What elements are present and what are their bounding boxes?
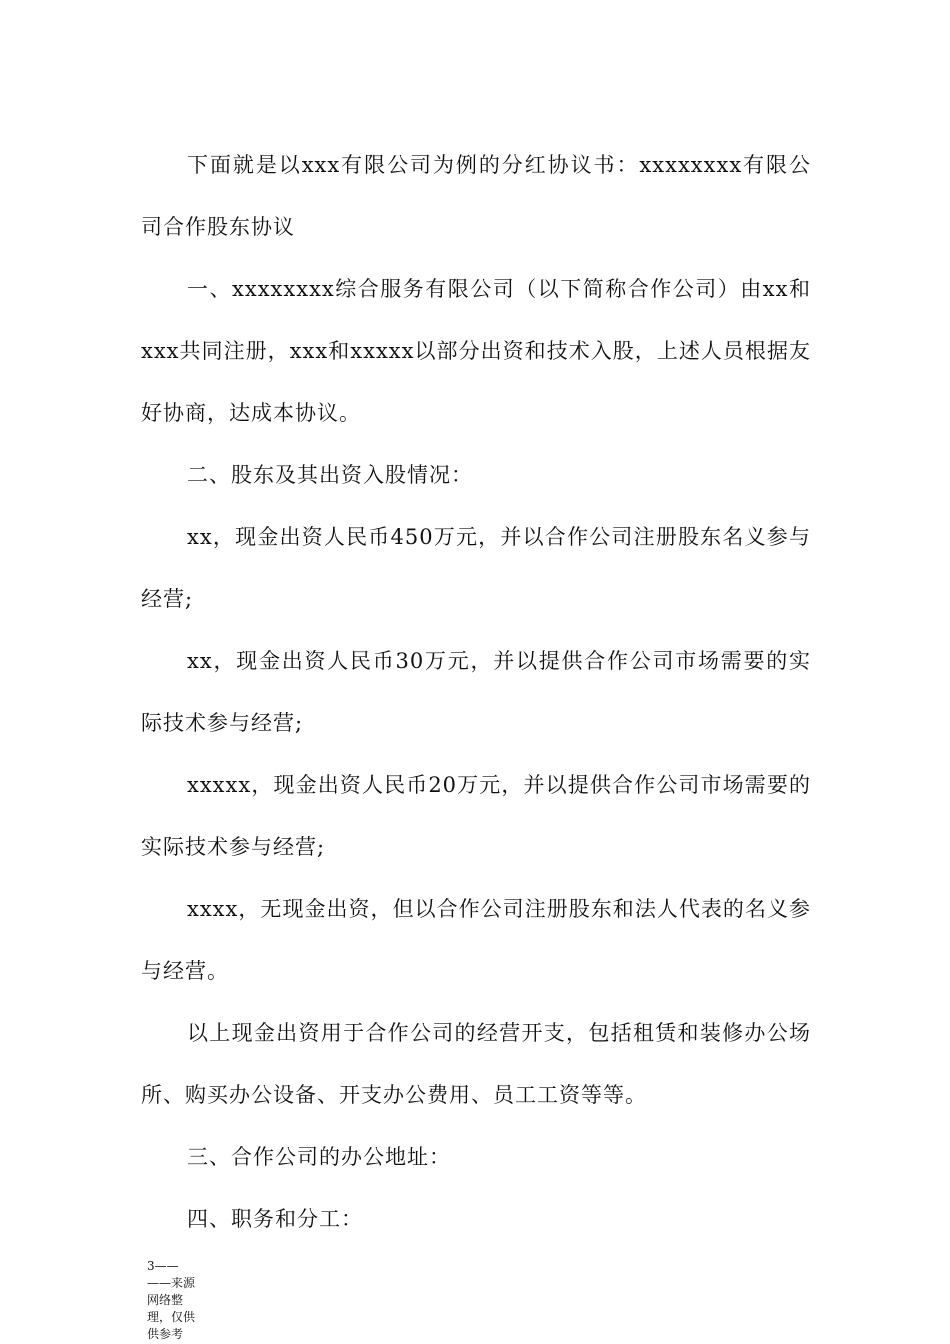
paragraph-shareholder-2: xx，现金出资人民币30万元，并以提供合作公司市场需要的实际技术参与经营; bbox=[141, 649, 811, 735]
paragraph-section-4-heading: 四、职务和分工： bbox=[187, 1207, 363, 1231]
document-body bbox=[141, 134, 811, 1250]
paragraph-section-2-heading: 二、股东及其出资入股情况： bbox=[187, 463, 473, 487]
footer-note: 3—— ——来源网络整理，仅供供参考 bbox=[147, 1259, 196, 1341]
paragraph-shareholder-3: xxxxx，现金出资人民币20万元，并以提供合作公司市场需要的实际技术参与经营; bbox=[141, 773, 811, 859]
paragraph-capital-usage: 以上现金出资用于合作公司的经营开支，包括租赁和装修办公场所、购买办公设备、开支办公费用、员工工资等等。 bbox=[141, 1021, 811, 1107]
paragraph-section-3-heading: 三、合作公司的办公地址： bbox=[187, 1145, 451, 1169]
paragraph-shareholder-4: xxxx，无现金出资，但以合作公司注册股东和法人代表的名义参与经营。 bbox=[141, 897, 811, 983]
paragraph-section-1: 一、xxxxxxxx综合服务有限公司（以下简称合作公司）由xx和xxx共同注册，xxx和xxxxx以部分出资和技术入股，上述人员根据友好协商，达成本协议。 bbox=[141, 277, 811, 425]
paragraph-intro: 下面就是以xxx有限公司为例的分红协议书：xxxxxxxx有限公司合作股东协议 bbox=[141, 153, 811, 239]
paragraph-shareholder-1: xx，现金出资人民币450万元，并以合作公司注册股东名义参与经营; bbox=[141, 525, 811, 611]
